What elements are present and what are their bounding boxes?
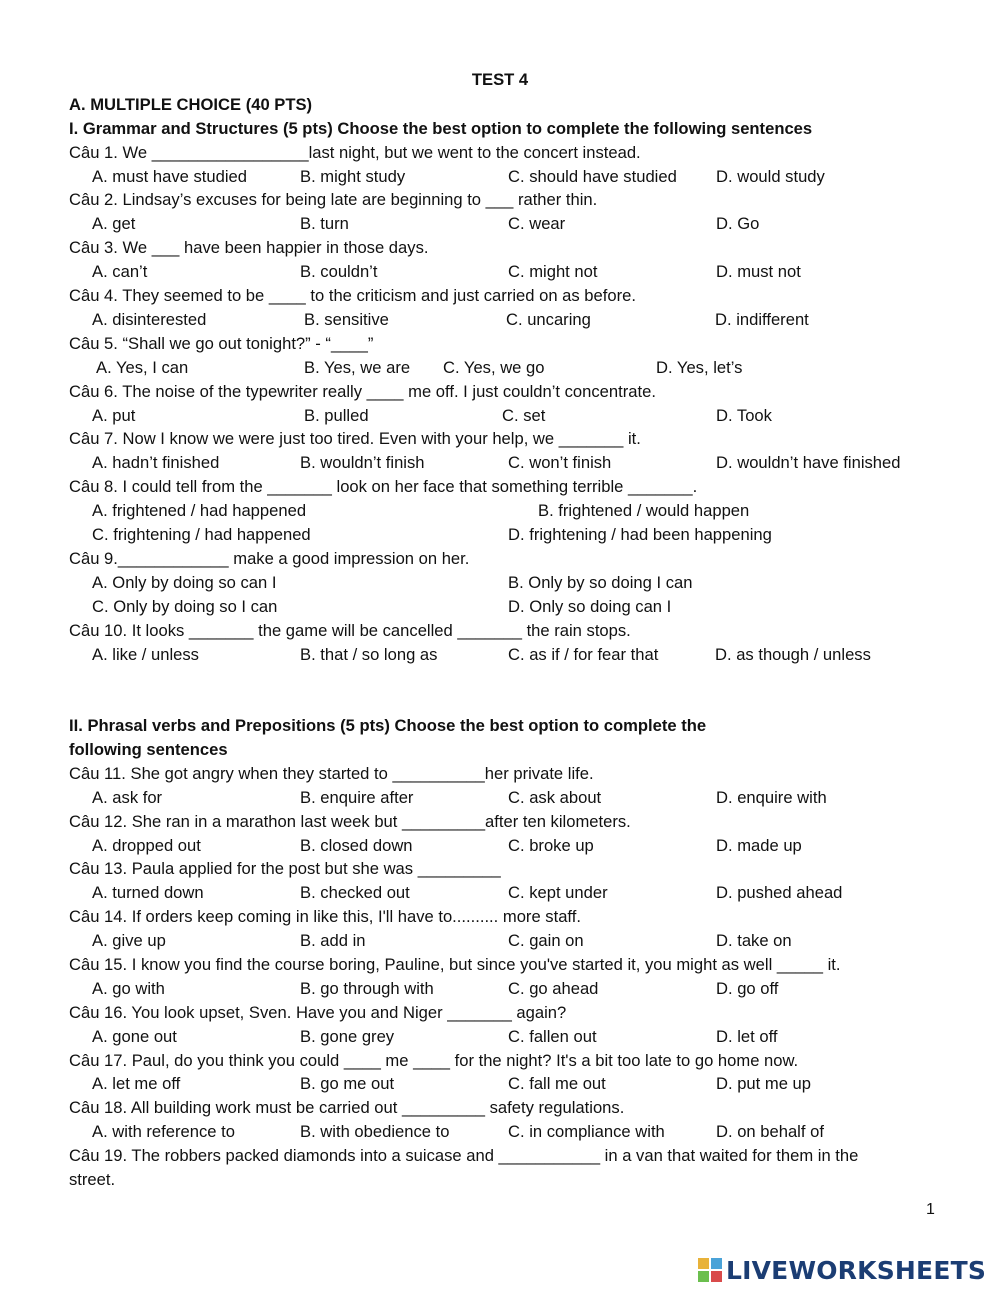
question-2: Câu 2. Lindsay’s excuses for being late are beginning to ___ rather thin. xyxy=(69,190,598,209)
q4-option-d[interactable]: D. indifferent xyxy=(715,310,809,329)
q16-option-c[interactable]: C. fallen out xyxy=(508,1027,597,1046)
q11-option-d[interactable]: D. enquire with xyxy=(716,788,827,807)
q15-option-d[interactable]: D. go off xyxy=(716,979,779,998)
q17-option-b[interactable]: B. go me out xyxy=(300,1074,395,1093)
q6-option-b[interactable]: B. pulled xyxy=(304,406,369,425)
q15-option-b[interactable]: B. go through with xyxy=(300,979,434,998)
question-15: Câu 15. I know you find the course boring, Pauline, but since you've started it, you might as well _____ it. xyxy=(69,955,841,974)
q5-option-a[interactable]: A. Yes, I can xyxy=(96,358,189,377)
q3-option-a[interactable]: A. can’t xyxy=(92,262,148,281)
q11-option-a[interactable]: A. ask for xyxy=(92,788,163,807)
test-title: TEST 4 xyxy=(471,70,529,89)
q3-option-d[interactable]: D. must not xyxy=(716,262,801,281)
q13-option-c[interactable]: C. kept under xyxy=(508,883,608,902)
question-19: Câu 19. The robbers packed diamonds into a suicase and ___________ in a van that waited for them in the xyxy=(69,1146,859,1165)
question-10: Câu 10. It looks _______ the game will be cancelled _______ the rain stops. xyxy=(69,621,631,640)
question-17: Câu 17. Paul, do you think you could ____ me ____ for the night? It's a bit too late to go home now. xyxy=(69,1051,799,1070)
q6-option-c[interactable]: C. set xyxy=(502,406,546,425)
q12-option-a[interactable]: A. dropped out xyxy=(92,836,201,855)
question-7: Câu 7. Now I know we were just too tired. Even with your help, we _______ it. xyxy=(69,429,641,448)
q13-option-d[interactable]: D. pushed ahead xyxy=(716,883,843,902)
q8-option-d[interactable]: D. frightening / had been happening xyxy=(508,525,772,544)
q11-option-b[interactable]: B. enquire after xyxy=(300,788,414,807)
question-4: Câu 4. They seemed to be ____ to the criticism and just carried on as before. xyxy=(69,286,636,305)
question-12: Câu 12. She ran in a marathon last week but _________after ten kilometers. xyxy=(69,812,631,831)
question-8: Câu 8. I could tell from the _______ look on her face that something terrible _______. xyxy=(69,477,698,496)
question-6: Câu 6. The noise of the typewriter really ____ me off. I just couldn’t concentrate. xyxy=(69,382,656,401)
q14-option-c[interactable]: C. gain on xyxy=(508,931,584,950)
part2-heading-line2: following sentences xyxy=(69,740,228,759)
question-3: Câu 3. We ___ have been happier in those days. xyxy=(69,238,429,257)
q12-option-d[interactable]: D. made up xyxy=(716,836,802,855)
q12-option-b[interactable]: B. closed down xyxy=(300,836,413,855)
q17-option-c[interactable]: C. fall me out xyxy=(508,1074,606,1093)
q12-option-c[interactable]: C. broke up xyxy=(508,836,594,855)
q13-option-b[interactable]: B. checked out xyxy=(300,883,410,902)
q14-option-a[interactable]: A. give up xyxy=(92,931,166,950)
q10-option-a[interactable]: A. like / unless xyxy=(92,645,199,664)
q3-option-c[interactable]: C. might not xyxy=(508,262,598,281)
q18-option-d[interactable]: D. on behalf of xyxy=(716,1122,824,1141)
q5-option-c[interactable]: C. Yes, we go xyxy=(443,358,545,377)
q8-option-a[interactable]: A. frightened / had happened xyxy=(92,501,307,520)
q7-option-b[interactable]: B. wouldn’t finish xyxy=(300,453,425,472)
q18-option-b[interactable]: B. with obedience to xyxy=(300,1122,450,1141)
question-5: Câu 5. “Shall we go out tonight?” - “____” xyxy=(69,334,374,353)
q7-option-c[interactable]: C. won’t finish xyxy=(508,453,612,472)
q10-option-b[interactable]: B. that / so long as xyxy=(300,645,438,664)
q6-option-a[interactable]: A. put xyxy=(92,406,136,425)
q1-option-d[interactable]: D. would study xyxy=(716,167,825,186)
q16-option-a[interactable]: A. gone out xyxy=(92,1027,177,1046)
q10-option-c[interactable]: C. as if / for fear that xyxy=(508,645,659,664)
q18-option-a[interactable]: A. with reference to xyxy=(92,1122,235,1141)
q11-option-c[interactable]: C. ask about xyxy=(508,788,602,807)
q2-option-a[interactable]: A. get xyxy=(92,214,136,233)
q15-option-a[interactable]: A. go with xyxy=(92,979,165,998)
liveworksheets-logo-text: LIVEWORKSHEETS xyxy=(726,1255,987,1285)
q14-option-b[interactable]: B. add in xyxy=(300,931,366,950)
q16-option-b[interactable]: B. gone grey xyxy=(300,1027,395,1046)
q3-option-b[interactable]: B. couldn’t xyxy=(300,262,378,281)
liveworksheets-logo-icon xyxy=(698,1258,722,1282)
q7-option-d[interactable]: D. wouldn’t have finished xyxy=(716,453,901,472)
q14-option-d[interactable]: D. take on xyxy=(716,931,792,950)
q16-option-d[interactable]: D. let off xyxy=(716,1027,778,1046)
q7-option-a[interactable]: A. hadn’t finished xyxy=(92,453,220,472)
q4-option-c[interactable]: C. uncaring xyxy=(506,310,591,329)
section-a-heading: A. MULTIPLE CHOICE (40 PTS) xyxy=(69,95,313,114)
q15-option-c[interactable]: C. go ahead xyxy=(508,979,599,998)
part2-heading-line1: II. Phrasal verbs and Prepositions (5 pts) Choose the best option to complete the xyxy=(69,716,707,735)
q10-option-d[interactable]: D. as though / unless xyxy=(715,645,871,664)
q2-option-d[interactable]: D. Go xyxy=(716,214,760,233)
q17-option-d[interactable]: D. put me up xyxy=(716,1074,812,1093)
question-9: Câu 9.____________ make a good impression on her. xyxy=(69,549,470,568)
q1-option-b[interactable]: B. might study xyxy=(300,167,406,186)
q8-option-c[interactable]: C. frightening / had happened xyxy=(92,525,311,544)
q9-option-d[interactable]: D. Only so doing can I xyxy=(508,597,672,616)
question-14: Câu 14. If orders keep coming in like this, I'll have to.......... more staff. xyxy=(69,907,581,926)
q2-option-b[interactable]: B. turn xyxy=(300,214,349,233)
q6-option-d[interactable]: D. Took xyxy=(716,406,772,425)
question-18: Câu 18. All building work must be carried out _________ safety regulations. xyxy=(69,1098,625,1117)
question-1: Câu 1. We _________________last night, but we went to the concert instead. xyxy=(69,143,641,162)
page-number: 1 xyxy=(926,1201,935,1218)
question-19-continued: street. xyxy=(69,1170,116,1189)
q4-option-a[interactable]: A. disinterested xyxy=(92,310,207,329)
q18-option-c[interactable]: C. in compliance with xyxy=(508,1122,665,1141)
q2-option-c[interactable]: C. wear xyxy=(508,214,566,233)
question-13: Câu 13. Paula applied for the post but she was _________ xyxy=(69,859,501,878)
liveworksheets-logo[interactable] xyxy=(698,1255,986,1285)
q5-option-d[interactable]: D. Yes, let’s xyxy=(656,358,743,377)
q9-option-a[interactable]: A. Only by doing so can I xyxy=(92,573,277,592)
q8-option-b[interactable]: B. frightened / would happen xyxy=(538,501,750,520)
q4-option-b[interactable]: B. sensitive xyxy=(304,310,389,329)
question-11: Câu 11. She got angry when they started to __________her private life. xyxy=(69,764,594,783)
q9-option-c[interactable]: C. Only by doing so I can xyxy=(92,597,278,616)
question-16: Câu 16. You look upset, Sven. Have you and Niger _______ again? xyxy=(69,1003,567,1022)
q1-option-a[interactable]: A. must have studied xyxy=(92,167,247,186)
q5-option-b[interactable]: B. Yes, we are xyxy=(304,358,411,377)
q1-option-c[interactable]: C. should have studied xyxy=(508,167,677,186)
q9-option-b[interactable]: B. Only by so doing I can xyxy=(508,573,693,592)
q13-option-a[interactable]: A. turned down xyxy=(92,883,204,902)
q17-option-a[interactable]: A. let me off xyxy=(92,1074,181,1093)
part1-heading: I. Grammar and Structures (5 pts) Choose the best option to complete the following sentences xyxy=(69,119,813,138)
